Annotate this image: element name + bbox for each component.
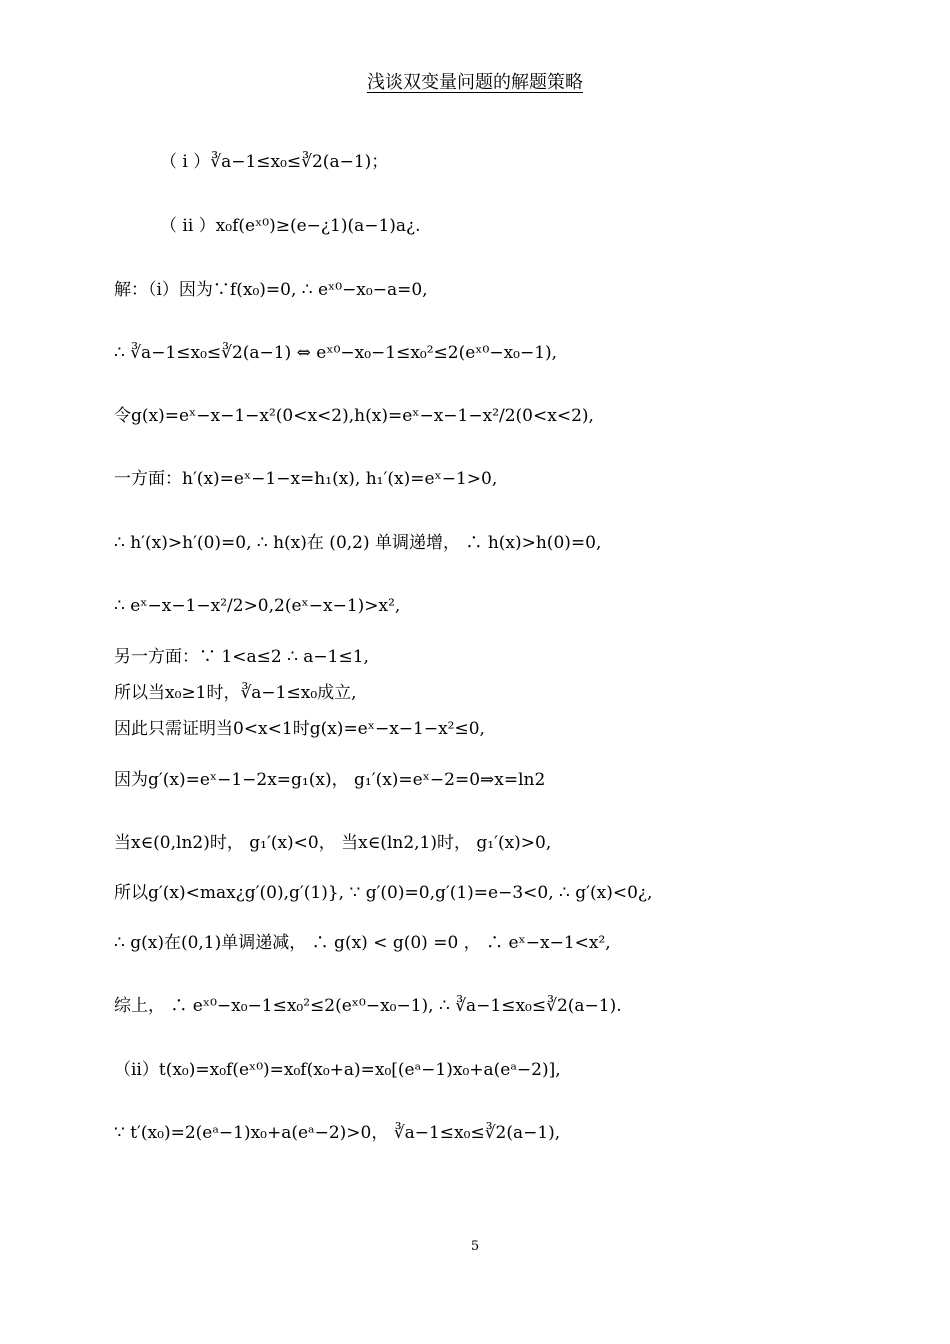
condition-i: （ i ）∛a−1≤x₀≤∛2(a−1)；	[160, 152, 389, 172]
solution-line-4: 一方面：h′(x)=eˣ−1−x=h₁(x), h₁′(x)=eˣ−1>0,	[114, 469, 498, 489]
solution-line-1: 解：（i）因为∵f(x₀)=0, ∴ eˣ⁰−x₀−a=0,	[114, 280, 428, 300]
solution-line-8: 所以当x₀≥1时，∛a−1≤x₀成立,	[114, 683, 357, 703]
solution-line-11: 当x∈(0,ln2)时， g₁′(x)<0， 当x∈(ln2,1)时， g₁′(x)>0,	[114, 833, 552, 853]
solution-line-6: ∴ eˣ−x−1−x²/2>0,2(eˣ−x−1)>x²,	[114, 596, 401, 616]
solution-line-7: 另一方面：∵ 1<a≤2 ∴ a−1≤1,	[114, 647, 369, 667]
solution-line-13: ∴ g(x)在(0,1)单调递减， ∴ g(x) < g(0) =0 ， ∴ eˣ−x−1<x²,	[114, 933, 611, 953]
solution-line-9: 因此只需证明当0<x<1时g(x)=eˣ−x−1−x²≤0,	[114, 719, 485, 739]
solution-line-2: ∴ ∛a−1≤x₀≤∛2(a−1) ⇔ eˣ⁰−x₀−1≤x₀²≤2(eˣ⁰−x₀−1),	[114, 343, 558, 363]
solution-line-16: ∵ t′(x₀)=2(eᵃ−1)x₀+a(eᵃ−2)>0， ∛a−1≤x₀≤∛2(a−1),	[114, 1123, 561, 1143]
condition-ii: （ ii ）x₀f(eˣ⁰)≥(e−¿1)(a−1)a¿.	[160, 216, 421, 236]
solution-line-15: （ii）t(x₀)=x₀f(eˣ⁰)=x₀f(x₀+a)=x₀[(eᵃ−1)x₀+a(eᵃ−2)],	[114, 1060, 561, 1080]
page-number: 5	[470, 1239, 480, 1254]
solution-line-5: ∴ h′(x)>h′(0)=0, ∴ h(x)在 (0,2) 单调递增， ∴ h(x)>h(0)=0,	[114, 533, 602, 553]
solution-line-14: 综上， ∴ eˣ⁰−x₀−1≤x₀²≤2(eˣ⁰−x₀−1), ∴ ∛a−1≤x₀≤∛2(a−1).	[114, 996, 622, 1016]
solution-line-3: 令g(x)=eˣ−x−1−x²(0<x<2),h(x)=eˣ−x−1−x²/2(0<x<2),	[114, 406, 594, 426]
solution-line-12: 所以g′(x)<max¿g′(0),g′(1)}, ∵ g′(0)=0,g′(1)=e−3<0, ∴ g′(x)<0¿,	[114, 883, 653, 903]
page-header-title: 浅谈双变量问题的解题策略	[367, 72, 583, 93]
solution-line-10: 因为g′(x)=eˣ−1−2x=g₁(x)， g₁′(x)=eˣ−2=0⇒x=ln2	[114, 770, 546, 790]
